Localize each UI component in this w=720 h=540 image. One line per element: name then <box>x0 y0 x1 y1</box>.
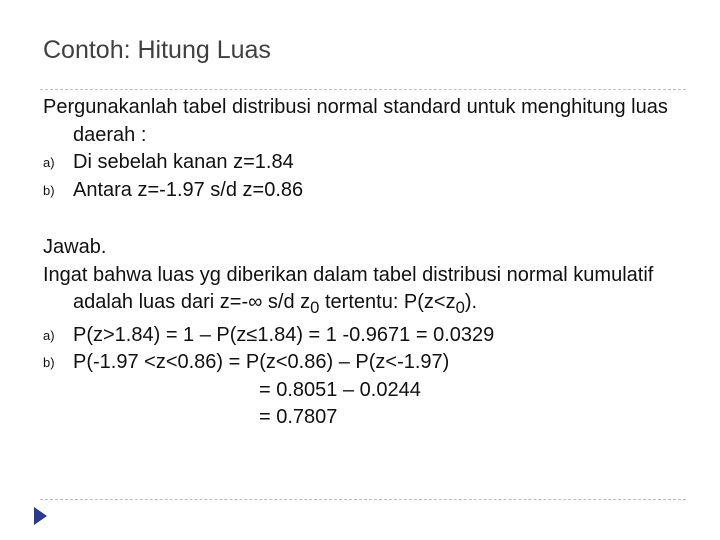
answer-item-a <box>43 322 703 350</box>
list-marker: a) <box>43 327 55 343</box>
list-marker: b) <box>43 355 55 370</box>
question-item-b <box>43 177 703 205</box>
list-marker: a) <box>43 155 55 170</box>
answer-item-text: P(-1.97 <z<0.86) = P(z<0.86) – P(z<-1.97) <box>73 351 450 373</box>
question-intro: Pergunakanlah tabel distribusi normal standard untuk menghitung luas daerah : <box>43 96 668 146</box>
question-item-text: Di sebelah kanan z=1.84 <box>73 151 294 173</box>
footer-divider <box>40 499 686 500</box>
answer-continuation-line: = 0.8051 – 0.0244 <box>259 378 421 401</box>
title-divider <box>40 89 686 90</box>
slide-title: Contoh: Hitung Luas <box>43 36 271 64</box>
question-item-a <box>43 149 703 177</box>
subscript: 0 <box>310 298 320 317</box>
answer-intro-text: ). <box>464 291 478 313</box>
play-arrow-icon <box>34 507 47 525</box>
answer-intro-text: Ingat bahwa luas yg diberikan dalam tabel distribusi normal kumulatif adalah luas dari z=-∞ s/d z <box>43 263 654 313</box>
answer-intro <box>43 262 703 322</box>
answer-item-b <box>43 349 703 377</box>
question-item-text: Antara z=-1.97 s/d z=0.86 <box>73 178 304 201</box>
answer-item-text: P(z>1.84) = 1 – P(z≤1.84) = 1 -0.9671 = 0.0329 <box>73 323 495 346</box>
subscript: 0 <box>455 298 465 317</box>
answer-heading: Jawab. <box>43 236 107 258</box>
slide-body <box>43 94 703 432</box>
answer-intro-text: tertentu: P(z<z <box>319 291 456 313</box>
list-marker: b) <box>43 182 55 198</box>
answer-continuation-line: = 0.7807 <box>259 406 338 428</box>
